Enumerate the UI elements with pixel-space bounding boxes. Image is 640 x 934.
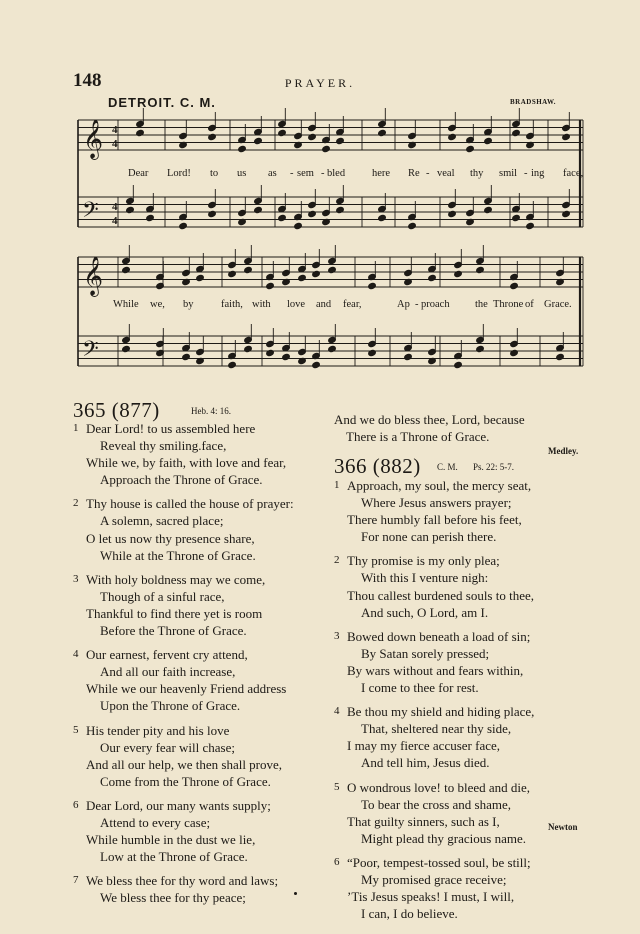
verse-line: A solemn, sacred place; <box>100 513 224 529</box>
stanza-number: 1 <box>334 479 340 491</box>
verse-line: 6 Dear Lord, our many wants supply; <box>73 797 271 813</box>
svg-text:4: 4 <box>112 201 118 213</box>
lyric-syllable: thy <box>470 168 484 179</box>
verse-line: There is a Throne of Grace. <box>346 429 490 445</box>
hymn-365-continuation <box>334 411 590 445</box>
lyric-syllable: proach <box>421 299 450 310</box>
verse-line: Where Jesus answers prayer; <box>361 495 512 511</box>
verse-line: There humbly fall before his feet, <box>347 512 522 528</box>
verse-line: Reveal thy smiling.face, <box>100 438 227 454</box>
lyric-syllable: - <box>290 168 294 179</box>
verse-line: Approach the Throne of Grace. <box>100 472 263 488</box>
verse-line: 6 “Poor, tempest-tossed soul, be still; <box>334 854 531 870</box>
svg-text:4: 4 <box>112 215 118 227</box>
verse-line: To bear the cross and shame, <box>361 796 511 812</box>
verse-line: I come to thee for rest. <box>361 680 479 696</box>
lyric-syllable: - <box>415 299 419 310</box>
lyric-syllable: sem <box>297 168 314 179</box>
verse-line: ’Tis Jesus speaks! I must, I will, <box>347 889 515 905</box>
hymn-365-text <box>73 420 331 906</box>
page-number: 148 <box>73 70 102 91</box>
lyric-syllable: fear, <box>343 299 362 310</box>
composer: BRADSHAW. <box>510 98 557 106</box>
lyric-syllable: Ap <box>397 299 410 310</box>
verse-line: 7 We bless thee for thy word and laws; <box>73 873 279 889</box>
verse-line: And such, O Lord, am I. <box>361 604 489 620</box>
hymn-366-number: 366 (882) <box>334 454 421 478</box>
lyric-syllable: us <box>237 168 247 179</box>
hymn-366-author: Newton <box>548 822 578 832</box>
verse-line: Upon the Throne of Grace. <box>100 698 241 714</box>
verse-line: 4 Our earnest, fervent cry attend, <box>73 647 248 663</box>
lyric-syllable: the <box>475 299 488 310</box>
svg-text:𝄢: 𝄢 <box>82 198 99 227</box>
stanza-number: 1 <box>73 422 79 434</box>
verse-line: 2 Thy promise is my only plea; <box>334 553 500 569</box>
verse-line: Come from the Throne of Grace. <box>100 773 271 789</box>
lyric-syllable: face, <box>563 168 584 179</box>
stanza-number: 3 <box>73 572 79 585</box>
verse-line: I may my fierce accuser face, <box>347 738 501 754</box>
stanza-number: 2 <box>334 554 340 567</box>
svg-text:𝄞: 𝄞 <box>83 121 104 158</box>
stanza-number: 5 <box>73 723 79 736</box>
stanza-number: 4 <box>73 648 79 661</box>
page-dot <box>294 892 297 895</box>
stanza-number: 4 <box>334 705 340 718</box>
lyric-syllable: Grace. <box>544 299 572 310</box>
lyric-syllable: here <box>372 168 391 179</box>
verse-line: O let us now thy presence share, <box>86 530 255 546</box>
lyric-syllable: we, <box>150 299 165 310</box>
verse-line: For none can perish there. <box>361 529 497 545</box>
lyric-syllable: by <box>183 299 194 310</box>
lyric-syllable: faith, <box>221 299 243 310</box>
lyric-syllable: love <box>287 299 306 310</box>
svg-text:4: 4 <box>112 138 118 150</box>
svg-text:𝄢: 𝄢 <box>82 337 99 366</box>
verse-line: Might plead thy gracious name. <box>361 830 526 846</box>
hymn-365-tune: Medley. <box>548 446 579 456</box>
lyric-syllable: as <box>268 168 277 179</box>
verse-line: That guilty sinners, such as I, <box>347 813 500 829</box>
verse-line: 4 Be thou my shield and hiding place, <box>334 704 535 720</box>
stanza-number: 7 <box>73 874 79 887</box>
lyric-syllable: Dear <box>128 168 149 179</box>
verse-line: And all our faith increase, <box>100 664 236 680</box>
verse-line: That, sheltered near thy side, <box>361 721 512 737</box>
verse-line: 5 O wondrous love! to bleed and die, <box>334 779 531 795</box>
lyric-syllable: While <box>113 299 139 310</box>
verse-line: By wars without and fears within, <box>347 662 524 678</box>
hymn-365-reference: Heb. 4: 16. <box>191 406 231 416</box>
verse-line: Though of a sinful race, <box>100 588 225 604</box>
verse-line: Thankful to find there yet is room <box>86 605 263 621</box>
verse-line: I can, I do believe. <box>361 906 458 922</box>
lyric-syllable: and <box>316 299 332 310</box>
verse-line: My promised grace receive; <box>361 871 507 887</box>
verse-line: And all our help, we then shall prove, <box>86 756 283 772</box>
lyric-syllable: - <box>321 168 325 179</box>
svg-text:4: 4 <box>112 124 118 136</box>
stanza-number: 5 <box>334 780 340 793</box>
verse-line: 3 With holy boldness may we come, <box>73 571 266 587</box>
verse-line: We bless thee for thy peace; <box>100 890 246 906</box>
verse-line: And tell him, Jesus died. <box>361 755 490 771</box>
lyric-syllable: veal <box>437 168 455 179</box>
verse-line: 1 Dear Lord! to us assembled here <box>73 421 256 436</box>
stanza-number: 6 <box>334 855 340 868</box>
lyric-syllable: with <box>252 299 271 310</box>
hymn-365-number: 365 (877) <box>73 398 160 422</box>
lyric-syllable: Re <box>408 168 420 179</box>
verse-line: While we, by faith, with love and fear, <box>86 455 287 471</box>
lyric-syllable: bled <box>327 168 346 179</box>
music-score <box>0 0 640 390</box>
verse-line: Thou callest burdened souls to thee, <box>347 587 535 603</box>
verse-line: Our every fear will chase; <box>100 739 235 755</box>
tune-name: DETROIT. C. M. <box>108 95 216 110</box>
lyric-syllable: ing <box>531 168 545 179</box>
verse-line: While we our heavenly Friend address <box>86 681 287 697</box>
verse-line: 2 Thy house is called the house of prayer: <box>73 496 294 512</box>
lyric-syllable: Lord! <box>167 168 191 179</box>
lyric-syllable: - <box>524 168 528 179</box>
verse-line: 1 Approach, my soul, the mercy seat, <box>334 478 532 493</box>
lyric-syllable: smil <box>499 168 518 179</box>
verse-line: By Satan sorely pressed; <box>361 645 490 661</box>
verse-line: 3 Bowed down beneath a load of sin; <box>334 628 531 644</box>
svg-text:𝄞: 𝄞 <box>83 258 104 295</box>
verse-line: And we do bless thee, Lord, because <box>334 412 525 427</box>
lyric-syllable: Throne <box>493 299 524 310</box>
verse-line: Before the Throne of Grace. <box>100 623 247 639</box>
lyric-syllable: - <box>426 168 430 179</box>
stanza-number: 6 <box>73 798 79 811</box>
hymn-366-text <box>334 477 594 922</box>
hymn-366-meter: C. M. <box>437 462 458 472</box>
lyric-syllable: of <box>525 299 534 310</box>
hymn-366-reference: Ps. 22: 5-7. <box>473 462 515 472</box>
verse-line: Attend to every case; <box>100 814 211 830</box>
lyric-syllable: to <box>210 168 219 179</box>
stanza-number: 3 <box>334 629 340 642</box>
verse-line: 5 His tender pity and his love <box>73 722 230 738</box>
verse-line: Low at the Throne of Grace. <box>100 849 248 865</box>
verse-line: While at the Throne of Grace. <box>100 547 256 563</box>
stanza-number: 2 <box>73 497 79 510</box>
verse-line: With this I venture nigh: <box>361 570 489 586</box>
verse-line: While humble in the dust we lie, <box>86 832 256 848</box>
running-head: PRAYER. <box>284 76 356 90</box>
